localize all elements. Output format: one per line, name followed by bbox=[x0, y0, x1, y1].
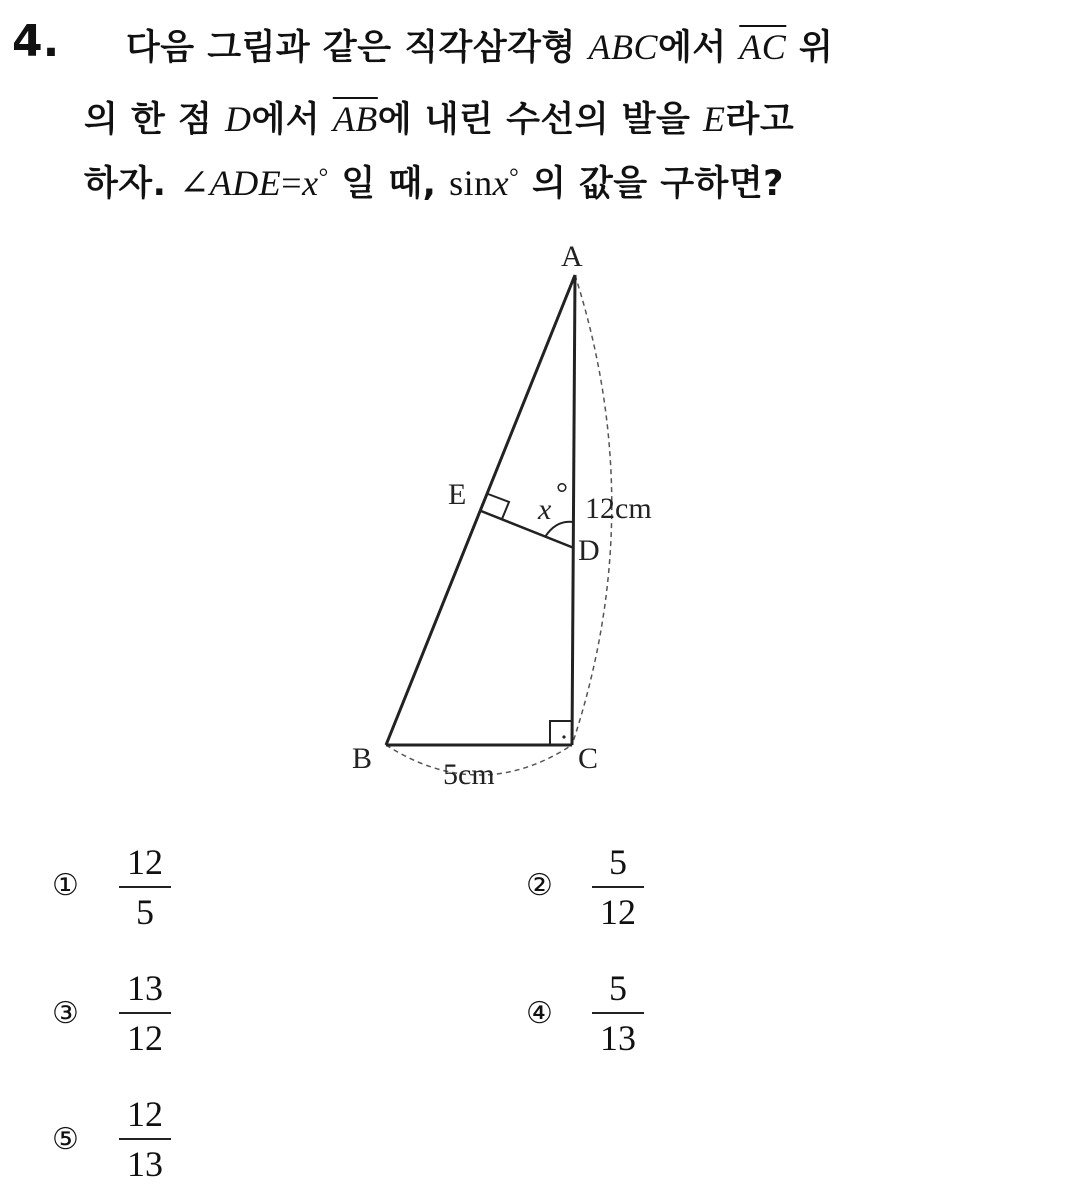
segment-de bbox=[481, 511, 574, 548]
label-a: A bbox=[561, 240, 583, 273]
question-text: 에서 bbox=[657, 28, 740, 68]
angle-ade: ADE bbox=[209, 163, 282, 203]
choice-fraction bbox=[590, 842, 646, 932]
question-text: 다음 그림과 같은 직각삼각형 bbox=[126, 28, 589, 68]
fraction-numerator: 13 bbox=[127, 968, 163, 1008]
point-e: E bbox=[703, 99, 726, 139]
choice-fraction bbox=[590, 968, 646, 1058]
question-text: 위 bbox=[786, 28, 834, 68]
point-d: D bbox=[225, 99, 252, 139]
fraction-bar bbox=[592, 1012, 644, 1014]
length-ac-label: 12cm bbox=[585, 492, 652, 525]
fraction-denominator: 13 bbox=[600, 1018, 636, 1058]
right-angle-dot-c bbox=[562, 735, 565, 738]
angle-degree: ° bbox=[556, 477, 568, 510]
question-text: 에 내린 수선의 발을 bbox=[377, 100, 704, 140]
segment-ac: $\overline{AC}$ bbox=[739, 27, 787, 67]
segment-ab: $\overline{AB}$ bbox=[332, 99, 378, 139]
question-number: 4. bbox=[12, 16, 60, 67]
label-e: E bbox=[448, 478, 467, 511]
fraction-numerator: 5 bbox=[609, 842, 627, 882]
fraction-numerator: 5 bbox=[609, 968, 627, 1008]
fraction-bar bbox=[592, 886, 644, 888]
variable-x: x bbox=[302, 163, 319, 203]
right-angle-mark-c bbox=[550, 721, 573, 745]
fraction-bar bbox=[119, 886, 171, 888]
choice-fraction bbox=[117, 968, 173, 1058]
side-ac bbox=[572, 275, 575, 745]
choice-marker: ⑤ bbox=[52, 1122, 79, 1157]
angle-label-x: x bbox=[538, 493, 552, 526]
question-text: 일 때, bbox=[328, 164, 450, 204]
fraction-bar bbox=[119, 1012, 171, 1014]
choice-marker: ② bbox=[526, 868, 553, 903]
degree-symbol: ° bbox=[509, 165, 520, 191]
angle-symbol: ∠ bbox=[179, 163, 210, 203]
choice-marker: ③ bbox=[52, 996, 79, 1031]
fraction-bar bbox=[119, 1138, 171, 1140]
question-text: 의 값을 구하면? bbox=[519, 164, 784, 204]
question-text: 라고 bbox=[725, 100, 795, 140]
fraction-denominator: 12 bbox=[600, 892, 636, 932]
question-text: 에서 bbox=[251, 100, 333, 140]
variable-x: x bbox=[492, 163, 510, 203]
choice-marker: ④ bbox=[526, 996, 553, 1031]
triangle-name: ABC bbox=[588, 27, 658, 67]
question-text: 하자. bbox=[84, 164, 180, 204]
choice-fraction bbox=[117, 1094, 173, 1184]
label-b: B bbox=[352, 742, 373, 775]
fraction-denominator: 12 bbox=[127, 1018, 163, 1058]
fraction-numerator: 12 bbox=[127, 1094, 163, 1134]
sin-function: sin bbox=[449, 163, 493, 203]
question-text: 의 한 점 bbox=[84, 100, 225, 140]
fraction-denominator: 13 bbox=[127, 1144, 163, 1184]
fraction-denominator: 5 bbox=[136, 892, 154, 932]
label-d: D bbox=[578, 534, 600, 567]
choice-fraction bbox=[117, 842, 173, 932]
label-c: C bbox=[578, 742, 599, 775]
equals-sign: = bbox=[281, 163, 303, 203]
degree-symbol: ° bbox=[318, 165, 329, 191]
choice-marker: ① bbox=[52, 868, 79, 903]
length-bc-label: 5cm bbox=[443, 758, 495, 791]
fraction-numerator: 12 bbox=[127, 842, 163, 882]
